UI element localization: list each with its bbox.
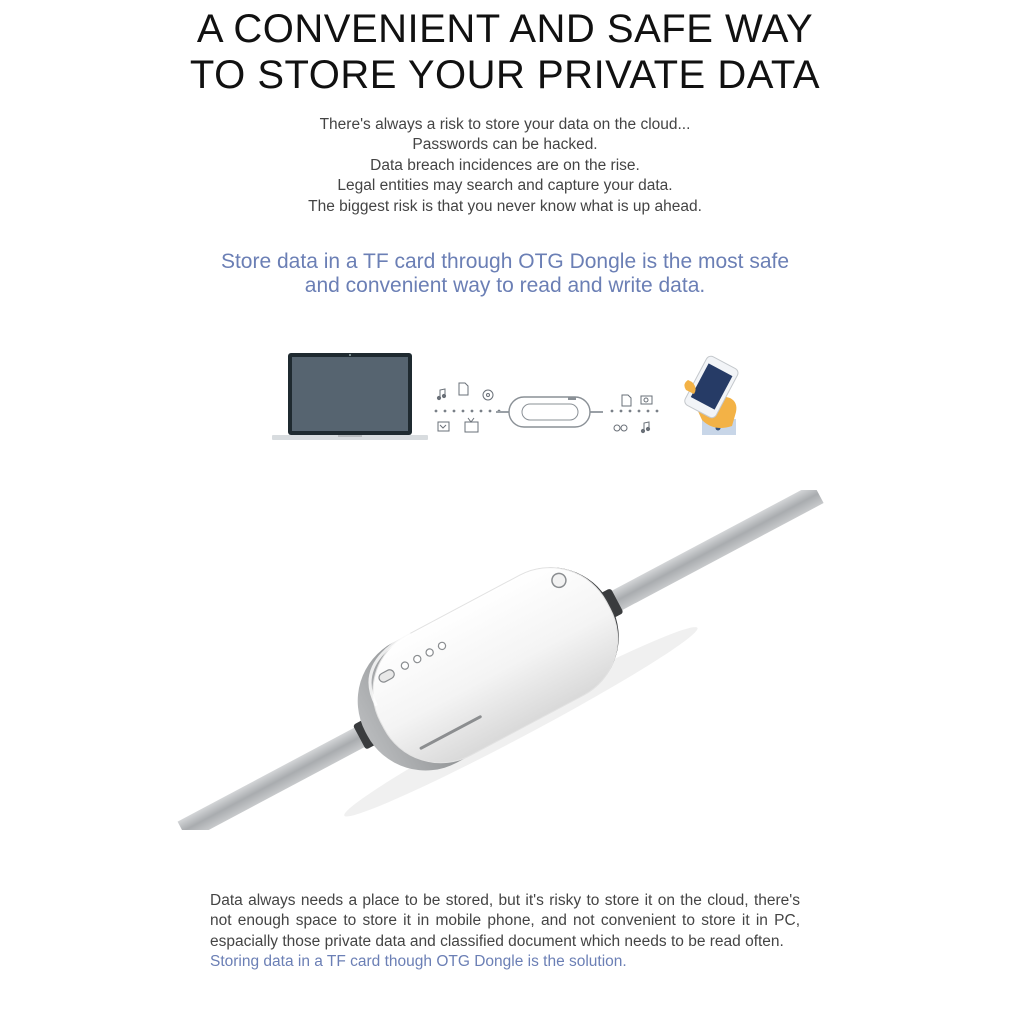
file-icons-right: [614, 395, 652, 433]
tagline: [0, 250, 1010, 298]
otg-dongle-render: [170, 490, 840, 830]
risk-list: [0, 115, 1010, 217]
risk-line: Data breach incidences are on the rise.: [370, 156, 640, 174]
tagline-line-2: and convenient way to read and write data.: [304, 274, 706, 297]
risk-line: The biggest risk is that you never know what is up ahead.: [308, 197, 702, 215]
headline-line-1: A CONVENIENT AND SAFE WAY: [196, 7, 814, 51]
laptop-icon: [272, 353, 428, 440]
data-flow-diagram: [260, 340, 760, 450]
cable-right: [601, 490, 823, 616]
bottom-paragraph: Data always needs a place to be stored, but it's risky to store it on the cloud, there's not enough space to store it in mobile phone, and not convenient to store it in PC, espacially those private data and classified document which needs to be read often.: [210, 892, 800, 950]
right-data-link: [611, 410, 659, 413]
cable-left: [178, 728, 365, 830]
page-headline: [0, 6, 1010, 98]
left-data-link: [435, 410, 501, 413]
headline-line-2: TO STORE YOUR PRIVATE DATA: [189, 53, 821, 97]
file-icons-left: [437, 383, 493, 432]
tagline-line-1: Store data in a TF card through OTG Dongle is the most safe: [220, 250, 790, 273]
risk-line: Legal entities may search and capture your data.: [337, 177, 673, 195]
phone-in-hand-icon: [683, 354, 740, 435]
solution-line: Storing data in a TF card though OTG Dongle is the solution.: [210, 953, 627, 971]
risk-line: Passwords can be hacked.: [412, 136, 598, 154]
bottom-description: [210, 891, 800, 973]
otg-dongle-icon: [496, 397, 603, 427]
dongle-body: [334, 544, 642, 794]
risk-line: There's always a risk to store your data on the cloud...: [319, 116, 691, 133]
